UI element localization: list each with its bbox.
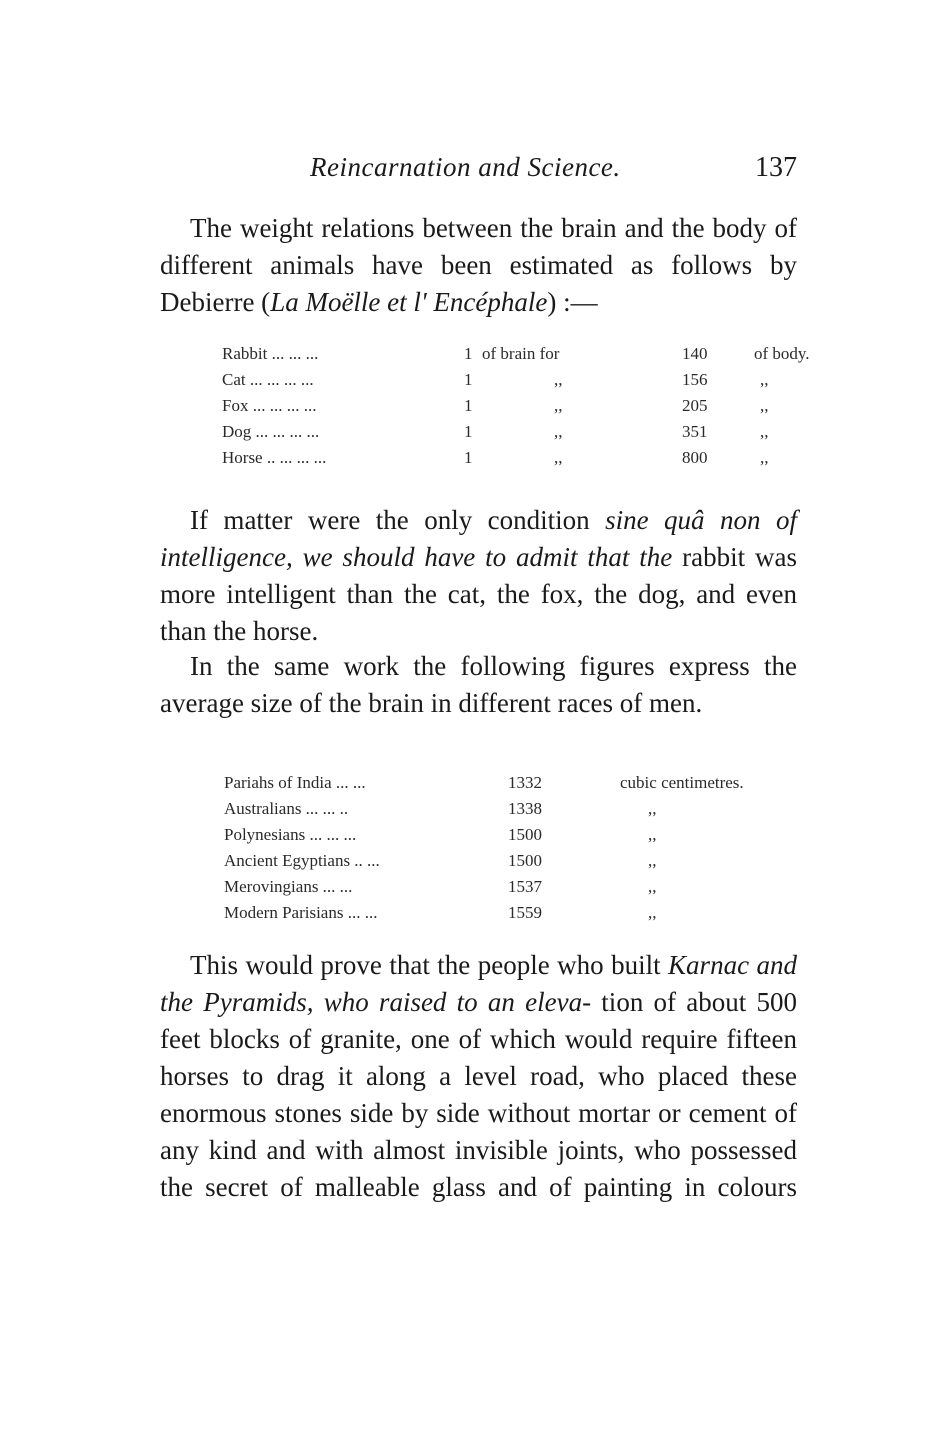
animal-name: Cat ... ... ... ... bbox=[222, 370, 314, 389]
race-name: Pariahs of India ... ... bbox=[224, 773, 366, 792]
of-brain-label: ,, bbox=[554, 396, 563, 415]
race-row bbox=[224, 796, 778, 822]
of-brain-label: ,, bbox=[554, 370, 563, 389]
paragraph-same-work bbox=[160, 648, 797, 722]
brain-size: 1338 bbox=[508, 799, 542, 818]
paragraph-karnac bbox=[160, 947, 797, 1206]
body-ratio-number: 800 bbox=[682, 448, 708, 467]
animal-name: Fox ... ... ... ... bbox=[222, 396, 317, 415]
of-brain-label: of brain for bbox=[482, 344, 560, 363]
body-ratio-number: 351 bbox=[682, 422, 708, 441]
body-ratio-number: 205 bbox=[682, 396, 708, 415]
animal-name: Horse .. ... ... ... bbox=[222, 448, 327, 467]
animal-name: Dog ... ... ... ... bbox=[222, 422, 320, 441]
brain-ratio-one: 1 bbox=[464, 422, 473, 441]
animal-row bbox=[222, 341, 820, 367]
of-brain-label: ,, bbox=[554, 448, 563, 467]
body-ratio-number: 140 bbox=[682, 344, 708, 363]
brain-size: 1332 bbox=[508, 773, 542, 792]
body-ratio-number: 156 bbox=[682, 370, 708, 389]
unit-label: ,, bbox=[648, 799, 657, 818]
race-row bbox=[224, 900, 778, 926]
latin-phrase: sine quâ non bbox=[605, 505, 761, 535]
paragraph-3-text: In the same work the following figures express the average size of the brain in different races of men. bbox=[160, 651, 797, 718]
unit-label: ,, bbox=[648, 877, 657, 896]
of-body-label: ,, bbox=[760, 370, 769, 389]
of-body-label: of body. bbox=[754, 344, 810, 363]
running-title: Reincarnation and Science. bbox=[310, 152, 621, 182]
race-row bbox=[224, 770, 778, 796]
paragraph-1-end: ) :— bbox=[547, 287, 598, 317]
race-row bbox=[224, 874, 778, 900]
race-row bbox=[224, 848, 778, 874]
brain-size: 1537 bbox=[508, 877, 542, 896]
brain-ratio-one: 1 bbox=[464, 370, 473, 389]
book-title: La Moëlle et l' Encéphale bbox=[270, 287, 548, 317]
unit-label: ,, bbox=[648, 851, 657, 870]
unit-label: ,, bbox=[648, 825, 657, 844]
unit-label: ,, bbox=[648, 903, 657, 922]
brain-ratio-one: 1 bbox=[464, 344, 473, 363]
paragraph-weight-relations bbox=[160, 210, 797, 321]
brain-size: 1500 bbox=[508, 825, 542, 844]
race-name: Merovingians ... ... bbox=[224, 877, 353, 896]
unit-label: cubic centimetres. bbox=[620, 773, 744, 792]
race-name: Modern Parisians ... ... bbox=[224, 903, 378, 922]
animal-row bbox=[222, 445, 820, 471]
animal-name: Rabbit ... ... ... bbox=[222, 344, 319, 363]
animal-row bbox=[222, 419, 820, 445]
paragraph-2-text: If matter were the only condition bbox=[190, 505, 606, 535]
paragraph-2-italic: of intelligence, we should have to admit that the bbox=[160, 505, 797, 572]
animal-row bbox=[222, 367, 820, 393]
animal-row bbox=[222, 393, 820, 419]
paragraph-1-text: The weight relations between the brain and the body of different animals have been estimated as follows by Debierre ( bbox=[160, 213, 797, 317]
race-name: Australians ... ... .. bbox=[224, 799, 349, 818]
paragraph-4-start: This would prove that the people who built bbox=[190, 950, 669, 980]
of-body-label: ,, bbox=[760, 396, 769, 415]
brain-ratio-one: 1 bbox=[464, 396, 473, 415]
race-name: Ancient Egyptians .. ... bbox=[224, 851, 380, 870]
brain-size: 1500 bbox=[508, 851, 542, 870]
of-brain-label: ,, bbox=[554, 422, 563, 441]
race-brain-table bbox=[224, 770, 778, 926]
paragraph-matter-condition bbox=[160, 502, 797, 650]
paragraph-4-rest: tion of about 500 feet blocks of granite, one of which would require fifteen horses to drag it along a level road, who placed these enormous stones side by side without mortar or cement of any kind and with almost invisible joints, who possessed the secret of malleable glass and of painting in colours bbox=[160, 987, 797, 1202]
race-row bbox=[224, 822, 778, 848]
brain-size: 1559 bbox=[508, 903, 542, 922]
paragraph-2-end: rabbit was more intelligent than the cat, the fox, the dog, and even than the horse. bbox=[160, 542, 797, 646]
animal-brain-table bbox=[222, 341, 820, 471]
of-body-label: ,, bbox=[760, 422, 769, 441]
race-name: Polynesians ... ... ... bbox=[224, 825, 357, 844]
paragraph-4-italic: Karnac and the Pyramids, who raised to an eleva- bbox=[160, 950, 797, 1017]
page-header bbox=[160, 152, 797, 192]
brain-ratio-one: 1 bbox=[464, 448, 473, 467]
of-body-label: ,, bbox=[760, 448, 769, 467]
page-number: 137 bbox=[755, 152, 797, 183]
